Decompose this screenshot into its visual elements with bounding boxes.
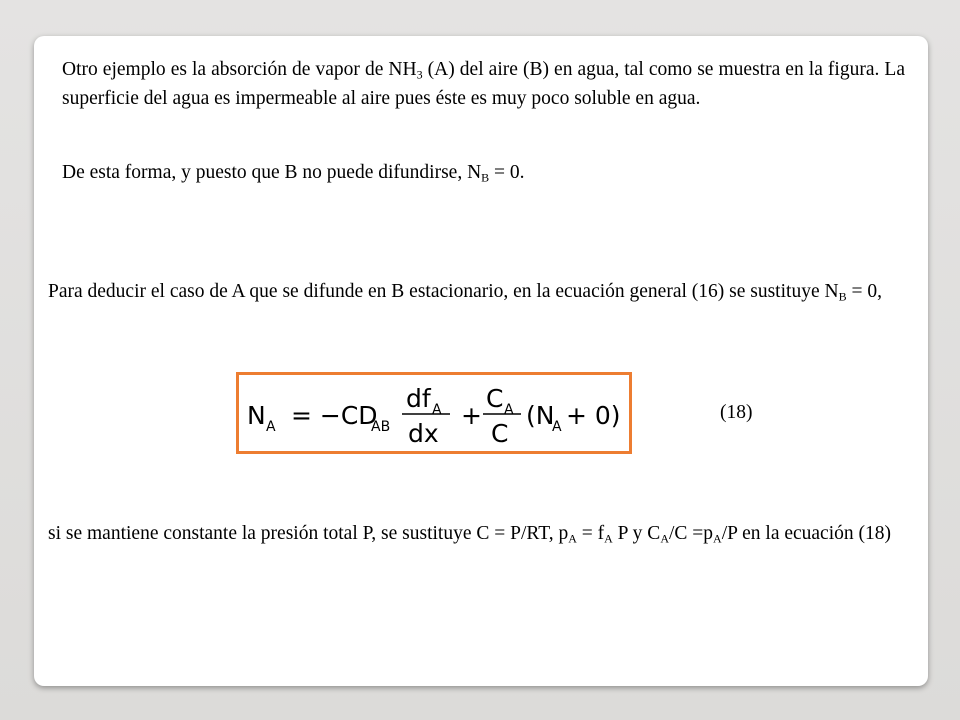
equation-18: [239, 375, 629, 451]
eq-frac1-num: df: [406, 384, 431, 413]
eq-frac2-num: C: [486, 384, 504, 413]
eq-frac2-num-sub: A: [504, 402, 514, 418]
eq-plus: +: [461, 401, 482, 430]
eq-paren-rest: + 0): [566, 401, 621, 430]
eq-lhs: N: [247, 401, 266, 430]
eq-lhs-sub: A: [266, 419, 276, 435]
eq-frac1-num-sub: A: [432, 402, 442, 418]
paragraph-deduce: Para deducir el caso de A que se difunde en B estacionario, en la ecuación general (16) se sustituye $N_B = 0$,: [48, 281, 882, 304]
equation-number: (18): [720, 402, 753, 423]
slide: [34, 36, 928, 686]
eq-frac2-den: C: [491, 419, 509, 448]
eq-paren-sub: A: [552, 419, 562, 435]
paragraph-constant-pressure: si se mantiene constante la presión total P, se sustituye C = P/RT, $p_A = f_A$ P y $C_A/C =p_A/P$ en la ecuación (18): [48, 523, 891, 546]
eq-paren-open: (N: [526, 401, 555, 430]
paragraph-nb-zero: De esta forma, y puesto que B no puede difundirse, $N_B = 0$.: [62, 162, 525, 185]
eq-d-sub: AB: [371, 419, 391, 435]
eq-frac1-den: dx: [408, 419, 439, 448]
paragraph-intro: Otro ejemplo es la absorción de vapor de $NH_3$ (A) del aire (B) en agua, tal como se muestra en la figura. La superficie del agua es impermeable al aire pues éste es muy poco soluble en agua.: [62, 59, 905, 109]
equation-box: [236, 372, 632, 454]
eq-equals-minus: = −CD: [291, 401, 378, 430]
